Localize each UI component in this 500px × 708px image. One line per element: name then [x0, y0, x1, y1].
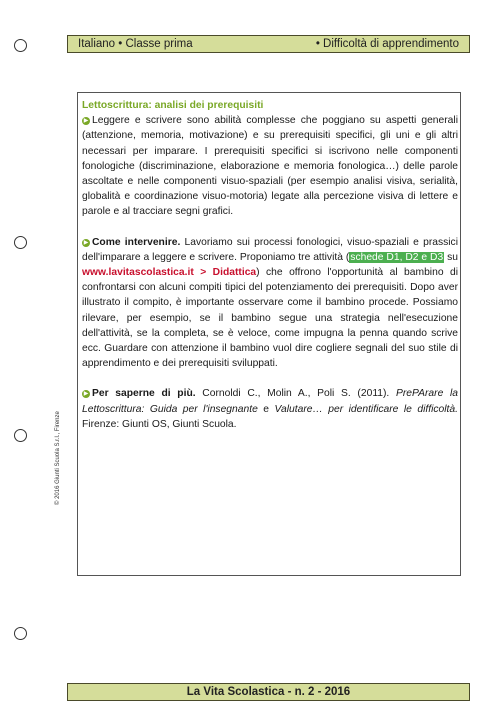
intervention-text-a: Lavoriamo sui processi fonologici, visuo-spaziali e prassici dell'imparare a leggere e scrivere. Proponiamo tre attività (: [82, 236, 458, 263]
header-subject: Italiano • Classe prima: [78, 38, 193, 50]
footer-bar: [67, 683, 470, 701]
binder-hole-4: [14, 627, 27, 640]
references-text-a: Cornoldi C., Molin A., Poli S. (2011).: [195, 388, 396, 400]
references-lead: Per saperne di più.: [92, 388, 196, 400]
intervention-lead: Come intervenire.: [92, 236, 181, 248]
paragraph-references: [82, 386, 458, 432]
header-bar: [67, 35, 470, 53]
bullet-arrow-icon: ▶: [83, 118, 89, 125]
paragraph-intervention: [82, 235, 458, 372]
article: [82, 98, 458, 447]
intervention-text-c: ) che offrono l'opportunità al bambino di confrontarsi con alcuni compiti tipici del potenziamento dei prerequisiti. Dopo aver illustrato il compito, è importante osservare come il bambino procede. Possiamo rilevare, per esempio, se il bambino segue una strategia nell'esecuzione dell'attività, se la completa, se è veloce, come impugna la penna quando scrive ecc. Guardare con attenzione il bambino vuol dire cogliere segnali del suo stile di apprendimento e dei prerequisiti sviluppati.: [82, 267, 459, 370]
footer-text: La Vita Scolastica - n. 2 - 2016: [186, 686, 351, 698]
bullet-arrow-icon: ▶: [83, 391, 89, 398]
binder-hole-1: [14, 39, 27, 52]
website-link[interactable]: www.lavitascolastica.it > Didattica: [82, 267, 257, 279]
references-text-c: Firenze: Giunti OS, Giunti Scuola.: [82, 418, 237, 430]
paragraph-intro: [82, 113, 458, 219]
binder-hole-3: [14, 429, 27, 442]
copyright-note: © 2016 Giunti Scuola S.r.l., Firenze: [55, 411, 61, 505]
intro-text: Leggere e scrivere sono abilità complesse che poggiano su aspetti generali (attenzione, memoria, motivazione) e su prerequisiti specifici, gli uni e gli altri necessari per imparare. I prerequisiti specifici si iscrivono nelle componenti fonologiche (discriminazione, elaborazione e memoria fonologica…) delle parole ascoltate e nelle componenti visuo-spaziali (per esempio analisi visiva, serialità, globalità e coordinazione visuo-motoria) legate alla percezione visiva di lettere e parole e al tracciare segni grafici.: [82, 115, 458, 218]
book-title-2: Valutare… per identificare le difficoltà.: [274, 403, 458, 415]
worksheets-highlight: schede D1, D2 e D3: [350, 251, 444, 263]
references-text-b: e: [257, 403, 275, 415]
bullet-arrow-icon: ▶: [83, 239, 89, 246]
header-topic: • Difficoltà di apprendimento: [315, 38, 459, 50]
binder-hole-2: [14, 236, 27, 249]
intervention-text-b: su: [444, 251, 458, 263]
section-title: Lettoscrittura: analisi dei prerequisiti: [82, 100, 264, 111]
book-title-1: PrePArare la Lettoscrittura: Guida per l'insegnante: [82, 388, 458, 415]
